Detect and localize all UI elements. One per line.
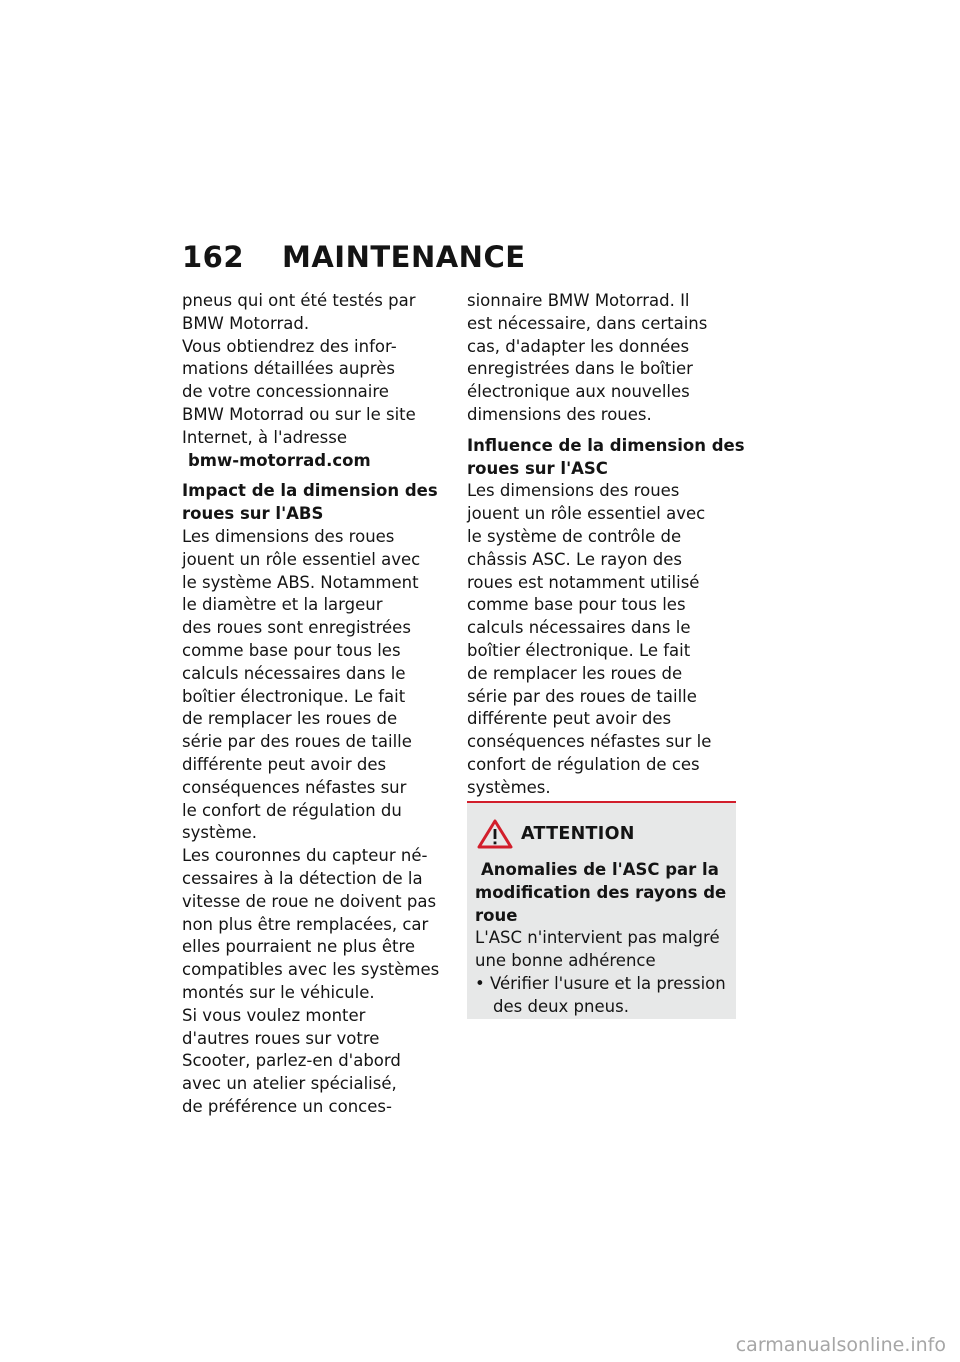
attention-bullet [475, 973, 736, 1019]
text-line: série par des roues de taille [467, 686, 697, 706]
text-line: Scooter, parlez-en d'abord [182, 1051, 401, 1071]
text-line: enregistrées dans le boîtier [467, 359, 693, 379]
heading-line: roues sur l'ABS [182, 504, 324, 524]
paragraph-tires [182, 290, 444, 336]
paragraph-sensor [182, 845, 444, 1005]
text-line: BMW Motorrad. [182, 313, 310, 333]
heading-line: Influence de la dimension des [467, 435, 745, 455]
text-line: Vous obtiendrez des infor- [182, 336, 397, 356]
text-line: non plus être remplacées, car [182, 914, 429, 934]
text-line: des roues sont enregistrées [182, 618, 411, 638]
text-line: L'ASC n'intervient pas malgré [475, 928, 720, 948]
text-line: de votre concessionnaire [182, 382, 389, 402]
text-line: Les couronnes du capteur né- [182, 846, 428, 866]
right-column [467, 290, 745, 800]
paragraph-info [182, 336, 444, 473]
text-line: mations détaillées auprès [182, 359, 395, 379]
text-line: différente peut avoir des [467, 709, 672, 729]
text-line: roues est notamment utilisé [467, 572, 700, 592]
text-line: comme base pour tous les [182, 640, 401, 660]
attention-text [475, 927, 736, 973]
text-line: le confort de régulation du [182, 800, 402, 820]
text-line: est nécessaire, dans certains [467, 313, 708, 333]
text-line: sionnaire BMW Motorrad. Il [467, 291, 690, 310]
subtitle-line: modification des rayons de [475, 882, 727, 902]
text-line: d'autres roues sur votre [182, 1028, 380, 1048]
text-line: comme base pour tous les [467, 595, 686, 615]
text-line: boîtier électronique. Le fait [467, 640, 691, 660]
text-line: de préférence un conces- [182, 1096, 392, 1116]
text-line: BMW Motorrad ou sur le site [182, 404, 416, 424]
text-line: le système ABS. Notamment [182, 572, 419, 592]
text-line: système. [182, 823, 258, 843]
paragraph-abs [182, 526, 444, 845]
attention-title: ATTENTION [521, 823, 635, 844]
text-line: jouent un rôle essentiel avec [467, 504, 706, 524]
bullet-line: • Vérifier l'usure et la pression [475, 973, 726, 993]
text-line: conséquences néfastes sur [182, 777, 407, 797]
text-line: jouent un rôle essentiel avec [182, 549, 421, 569]
text-line: elles pourraient ne plus être [182, 937, 416, 957]
text-line: compatibles avec les systèmes [182, 960, 440, 980]
paragraph-workshop [182, 1005, 444, 1119]
text-line: conséquences néfastes sur le [467, 732, 712, 752]
paragraph-dealer [467, 290, 735, 427]
heading-abs [182, 480, 444, 526]
warning-triangle-icon [477, 819, 513, 849]
text-line: cessaires à la détection de la [182, 868, 423, 888]
heading-line: Impact de la dimension des [182, 481, 438, 501]
watermark: carmanualsonline.info [735, 1334, 946, 1356]
text-line: Internet, à l'adresse [182, 427, 347, 447]
left-column [182, 290, 444, 1119]
bullet-line: des deux pneus. [493, 996, 629, 1016]
text-line: cas, d'adapter les données [467, 336, 690, 356]
text-line: Les dimensions des roues [182, 526, 395, 546]
text-line: châssis ASC. Le rayon des [467, 549, 683, 569]
heading-asc [467, 435, 745, 481]
text-line: série par des roues de taille [182, 732, 412, 752]
text-line: calculs nécessaires dans le [182, 663, 406, 683]
text-line: Les dimensions des roues [467, 481, 680, 501]
text-line: dimensions des roues. [467, 404, 652, 424]
text-line: avec un atelier spécialisé, [182, 1074, 397, 1094]
attention-box [467, 801, 736, 1019]
text-line: électronique aux nouvelles [467, 382, 690, 402]
text-line: de remplacer les roues de [467, 663, 683, 683]
website-link[interactable]: bmw-motorrad.com [188, 450, 371, 470]
text-line: vitesse de roue ne doivent pas [182, 891, 437, 911]
text-line: une bonne adhérence [475, 951, 656, 971]
text-line: Si vous voulez monter [182, 1005, 366, 1025]
attention-subtitle [475, 859, 736, 927]
text-line: le système de contrôle de [467, 526, 682, 546]
subtitle-line: roue [475, 905, 518, 925]
text-line: différente peut avoir des [182, 754, 387, 774]
text-line: boîtier électronique. Le fait [182, 686, 406, 706]
attention-header [475, 819, 736, 849]
text-line: de remplacer les roues de [182, 709, 398, 729]
page-number: 162 [182, 240, 245, 274]
section-title: MAINTENANCE [282, 240, 526, 274]
text-line: systèmes. [467, 777, 551, 797]
text-line: calculs nécessaires dans le [467, 618, 691, 638]
subtitle-line: Anomalies de l'ASC par la [481, 860, 719, 879]
paragraph-asc [467, 480, 735, 799]
text-line: pneus qui ont été testés par [182, 291, 416, 310]
heading-line: roues sur l'ASC [467, 458, 608, 478]
text-line: le diamètre et la largeur [182, 595, 383, 615]
text-line: confort de régulation de ces [467, 754, 700, 774]
text-line: montés sur le véhicule. [182, 982, 375, 1002]
page-header [182, 240, 526, 280]
